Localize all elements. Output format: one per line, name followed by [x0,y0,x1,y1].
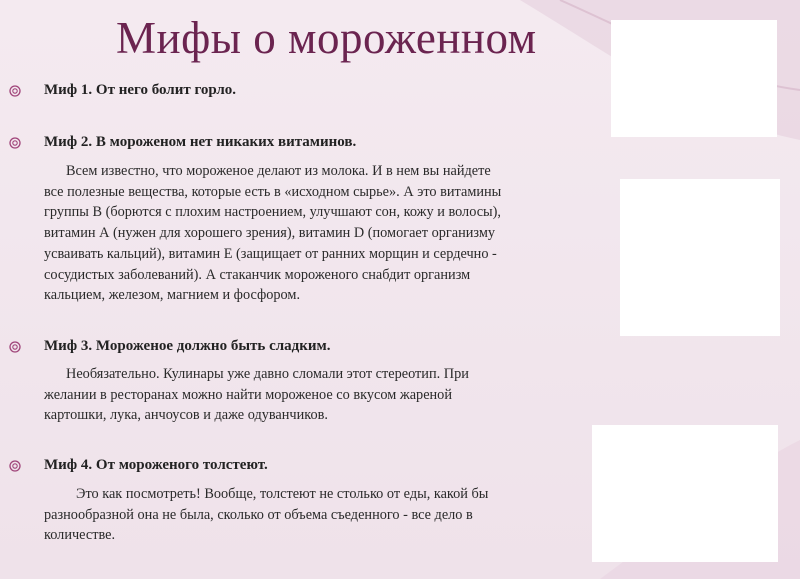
myth-4-text [44,484,488,546]
spiral-bullet-icon [9,341,21,353]
text-line: витамин А (нужен для хорошего зрения), витамин D (помогает организму [44,225,496,242]
image-placeholder-1 [611,20,777,137]
myth-2-heading: Миф 2. В мороженом нет никаких витаминов. [44,134,357,150]
text-line: Необязательно. Кулинары уже давно сломали этот стереотип. При [66,366,469,382]
spiral-bullet-icon [9,137,21,149]
text-line: желании в ресторанах можно найти мороженое со вкусом жареной [44,386,452,403]
text-line: группы В (борются с плохим настроением, улучшают сон, кожу и волосы), [44,204,501,221]
page-title: Мифы о мороженном [116,13,537,63]
text-line: усваивать кальций), витамин Е (защищает от ранних морщин и сердечно - [44,245,497,262]
text-line: Всем известно, что мороженое делают из молока. И в нем вы найдете [66,163,491,179]
myth-2-text [44,161,501,306]
myth-3-text [44,364,469,426]
image-placeholder-2 [620,179,780,336]
text-line: количестве. [44,527,116,544]
spiral-bullet-icon [9,460,21,472]
text-line: разнообразной она не была, сколько от объема съеденного - все дело в [44,506,473,523]
image-placeholder-3 [592,425,778,562]
text-line: кальцием, железом, магнием и фосфором. [44,287,301,304]
myth-4-heading: Миф 4. От мороженого толстеют. [44,457,268,473]
text-line: сосудистых заболеваний). А стаканчик мороженого снабдит организм [44,266,471,283]
text-line: картошки, лука, анчоусов и даже одуванчиков. [44,407,328,424]
text-line: все полезные вещества, которые есть в «исходном сырье». А это витамины [44,183,502,200]
spiral-bullet-icon [9,85,21,97]
myth-1-heading: Миф 1. От него болит горло. [44,82,237,98]
text-line: Это как посмотреть! Вообще, толстеют не столько от еды, какой бы [76,486,489,502]
myth-3-heading: Миф 3. Мороженое должно быть сладким. [44,338,331,354]
